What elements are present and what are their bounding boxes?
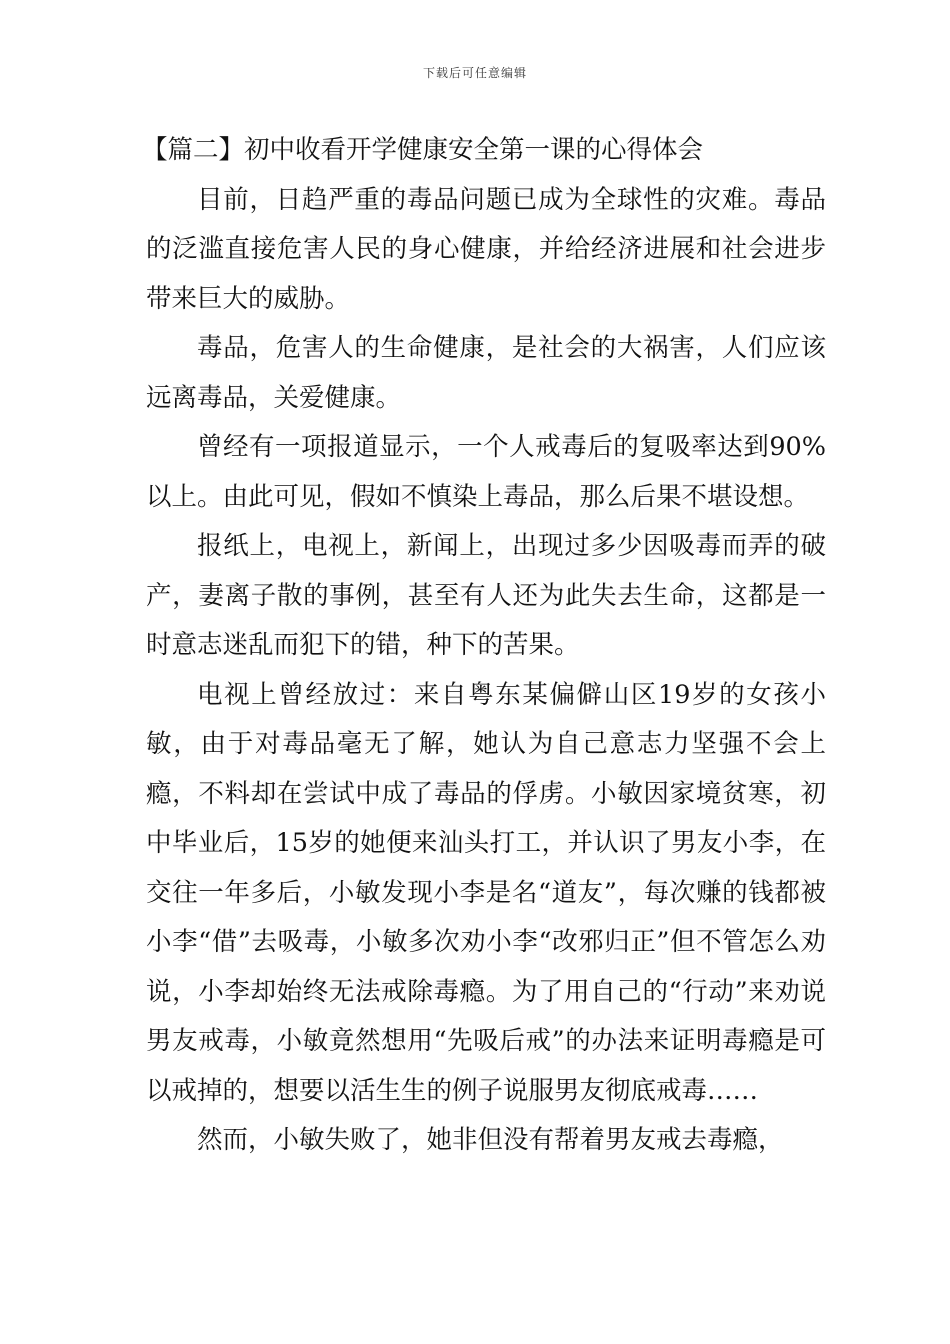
- paragraph-4: 报纸上，电视上，新闻上，出现过多少因吸毒而弄的破产，妻离子散的事例，甚至有人还为此失去生命，这都是一时意志迷乱而犯下的错，种下的苦果。: [146, 531, 826, 660]
- header-note: 下载后可任意编辑: [422, 66, 527, 80]
- paragraph-1: 目前，日趋严重的毒品问题已成为全球性的灾难。毒品的泛滥直接危害人民的身心健康，并给经济进展和社会进步带来巨大的威胁。: [146, 184, 826, 314]
- paragraph-2: 毒品，危害人的生命健康，是社会的大祸害，人们应该远离毒品，关爱健康。: [146, 333, 826, 413]
- paragraph-6: 然而，小敏失败了，她非但没有帮着男友戒去毒瘾，: [197, 1125, 784, 1155]
- paragraph-5: 电视上曾经放过：来自粤东某偏僻山区19岁的女孩小敏，由于对毒品毫无了解，她认为自己意志力坚强不会上瘾，不料却在尝试中成了毒品的俘虏。小敏因家境贫寒，初中毕业后，15岁的她便来汕头打工，并认识了男友小李，在交往一年多后，小敏发现小李是名“道友”，每次赚的钱都被小李“借”去吸毒，小敏多次劝小李“改邪归正”但不管怎么劝说，小李却始终无法戒除毒瘾。为了用自己的“行动”来劝说男友戒毒，小敏竟然想用“先吸后戒”的办法来证明毒瘾是可以戒掉的，想要以活生生的例子说服男友彻底戒毒……: [146, 679, 826, 1106]
- document-title: 【篇二】初中收看开学健康安全第一课的心得体会: [142, 135, 704, 165]
- paragraph-3: 曾经有一项报道显示，一个人戒毒后的复吸率达到90%以上。由此可见，假如不慎染上毒品，那么后果不堪设想。: [146, 432, 826, 512]
- document-body: [142, 126, 826, 1166]
